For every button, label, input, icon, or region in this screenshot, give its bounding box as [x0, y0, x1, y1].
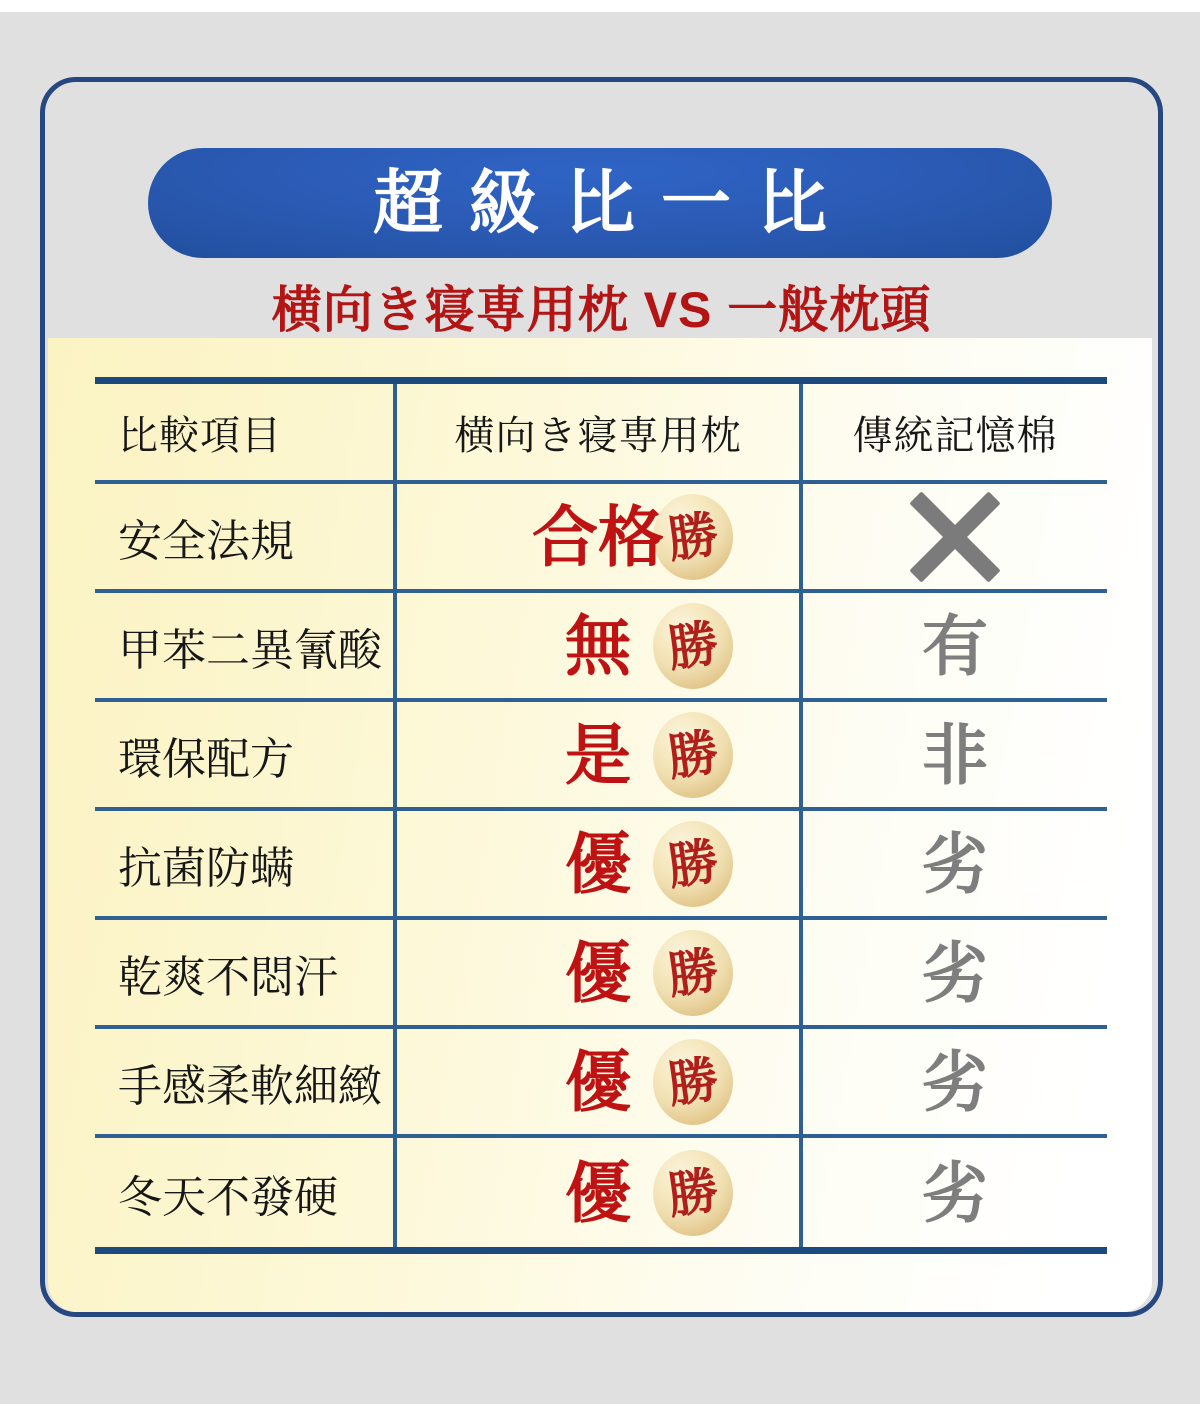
row-ours-value: 是: [565, 717, 631, 792]
title-banner: [148, 148, 1052, 258]
row-theirs-value: 劣: [922, 826, 988, 901]
win-badge: [653, 1150, 733, 1236]
win-badge-label: 勝: [664, 1161, 722, 1224]
row-item-label: 乾爽不悶汗: [118, 952, 338, 1002]
table-panel: [48, 338, 1152, 1312]
row-ours-value: 優: [565, 935, 631, 1010]
header-compare-item: 比較項目: [118, 413, 282, 458]
win-badge: [653, 712, 733, 798]
page-title: 超級比一比: [373, 164, 853, 242]
win-badge-label: 勝: [664, 505, 722, 568]
row-item-label: 安全法規: [118, 516, 294, 566]
row-item-label: 冬天不發硬: [118, 1172, 338, 1222]
win-badge-label: 勝: [664, 1050, 722, 1113]
win-badge: [653, 1039, 733, 1125]
comparison-table: [95, 377, 1107, 1254]
table-row: [95, 593, 1107, 702]
win-badge: [653, 494, 733, 580]
table-row: [95, 1029, 1107, 1138]
row-theirs-value: 非: [922, 717, 988, 792]
win-badge-label: 勝: [664, 941, 722, 1004]
comparison-card: [40, 77, 1163, 1317]
row-theirs-value: 劣: [922, 1044, 988, 1119]
row-ours-value: 合格: [532, 499, 664, 574]
win-badge: [653, 821, 733, 907]
table-header-row: [95, 384, 1107, 484]
subtitle: 横向き寝専用枕 VS 一般枕頭: [271, 282, 932, 338]
row-theirs-value: 劣: [922, 935, 988, 1010]
win-badge-label: 勝: [664, 614, 722, 677]
table-row: [95, 811, 1107, 920]
row-theirs-value: 有: [922, 608, 988, 683]
row-item-label: 抗菌防螨: [118, 843, 294, 893]
table-row: [95, 702, 1107, 811]
row-ours-value: 優: [565, 1155, 631, 1230]
comparison-table-body: [95, 484, 1107, 1247]
table-row: [95, 1138, 1107, 1247]
win-badge: [653, 930, 733, 1016]
row-item-label: 環保配方: [118, 734, 294, 784]
row-ours-value: 優: [565, 826, 631, 901]
win-badge: [653, 603, 733, 689]
row-item-label: 甲苯二異氰酸: [118, 625, 382, 675]
win-badge-label: 勝: [664, 723, 722, 786]
row-ours-value: 優: [565, 1044, 631, 1119]
row-ours-value: 無: [565, 608, 631, 683]
table-row: [95, 920, 1107, 1029]
row-theirs-value: 劣: [922, 1155, 988, 1230]
row-item-label: 手感柔軟細緻: [118, 1061, 382, 1111]
table-row: [95, 484, 1107, 593]
header-memory-foam: 傳統記憶棉: [852, 413, 1058, 458]
win-badge-label: 勝: [664, 832, 722, 895]
x-icon: [907, 489, 1003, 585]
header-side-pillow: 横向き寝専用枕: [393, 384, 803, 480]
